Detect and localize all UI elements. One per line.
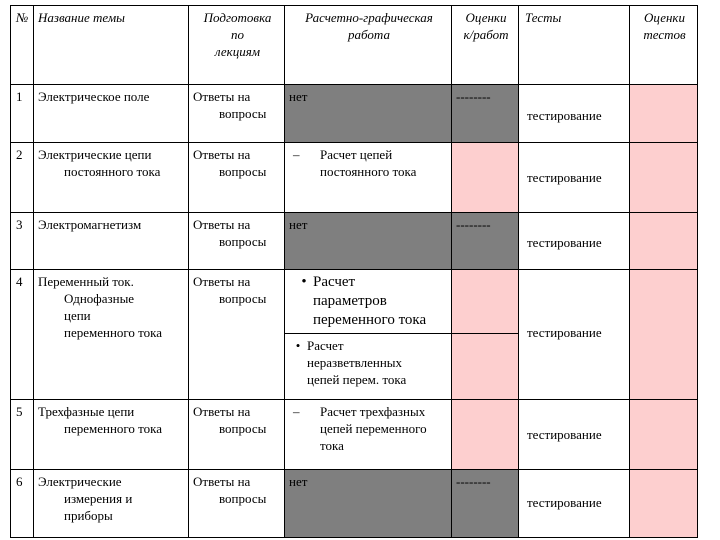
row-work-grade: -------- — [452, 85, 519, 143]
row-test: тестирование — [519, 213, 630, 270]
row-num: 4 — [11, 270, 34, 400]
header-topic: Название темы — [34, 6, 189, 85]
row-work: – Расчет трехфазных цепей переменного тока — [285, 400, 452, 470]
row-work-grade-b — [452, 334, 519, 400]
row-topic: Электрические цепи постоянного тока — [34, 143, 189, 213]
table-row — [11, 213, 698, 270]
row-work-grade: -------- — [452, 213, 519, 270]
row-test-grade — [630, 270, 698, 400]
row-lectures: Ответы на вопросы — [189, 270, 285, 400]
row-topic: Электромагнетизм — [34, 213, 189, 270]
header-tests: Тесты — [519, 6, 630, 85]
row-num: 5 — [11, 400, 34, 470]
row-test: тестирование — [519, 143, 630, 213]
row-lectures: Ответы на вопросы — [189, 470, 285, 538]
row-test-grade — [630, 143, 698, 213]
row-test: тестирование — [519, 470, 630, 538]
header-row — [11, 6, 698, 85]
row-topic: Электрическое поле — [34, 85, 189, 143]
row-num: 6 — [11, 470, 34, 538]
table-row — [11, 270, 698, 334]
header-work-grades: Оценки к/работ — [452, 6, 519, 85]
row-topic: Электрические измерения и приборы — [34, 470, 189, 538]
header-lectures: Подготовка по лекциям — [189, 6, 285, 85]
row-work: – Расчет цепей постоянного тока — [285, 143, 452, 213]
row-test: тестирование — [519, 270, 630, 400]
row-num: 2 — [11, 143, 34, 213]
header-num: № — [11, 6, 34, 85]
row-work: нет — [285, 470, 452, 538]
table-row — [11, 470, 698, 538]
header-test-grades: Оценки тестов — [630, 6, 698, 85]
row-work-grade: -------- — [452, 470, 519, 538]
header-work: Расчетно-графическая работа — [285, 6, 452, 85]
row-test: тестирование — [519, 85, 630, 143]
row-work: нет — [285, 85, 452, 143]
row-test-grade — [630, 400, 698, 470]
bullet-icon: • — [295, 338, 301, 353]
bullet-icon: • — [301, 274, 307, 290]
row-num: 1 — [11, 85, 34, 143]
row-work-grade — [452, 400, 519, 470]
row-lectures: Ответы на вопросы — [189, 400, 285, 470]
row-test-grade — [630, 85, 698, 143]
table-row — [11, 400, 698, 470]
row-topic: Трехфазные цепи переменного тока — [34, 400, 189, 470]
row-topic: Переменный ток. Однофазные цепи переменного тока — [34, 270, 189, 400]
row-work-b: • Расчет неразветвленных цепей перем. тока — [285, 334, 452, 400]
table-row — [11, 85, 698, 143]
row-lectures: Ответы на вопросы — [189, 143, 285, 213]
row-work-grade-a — [452, 270, 519, 334]
row-test-grade — [630, 470, 698, 538]
study-plan-table — [10, 5, 698, 538]
row-work-a: • Расчет параметров переменного тока — [285, 270, 452, 334]
row-work-grade — [452, 143, 519, 213]
table-row — [11, 143, 698, 213]
row-num: 3 — [11, 213, 34, 270]
row-test-grade — [630, 213, 698, 270]
row-lectures: Ответы на вопросы — [189, 85, 285, 143]
row-test: тестирование — [519, 400, 630, 470]
row-lectures: Ответы на вопросы — [189, 213, 285, 270]
row-work: нет — [285, 213, 452, 270]
